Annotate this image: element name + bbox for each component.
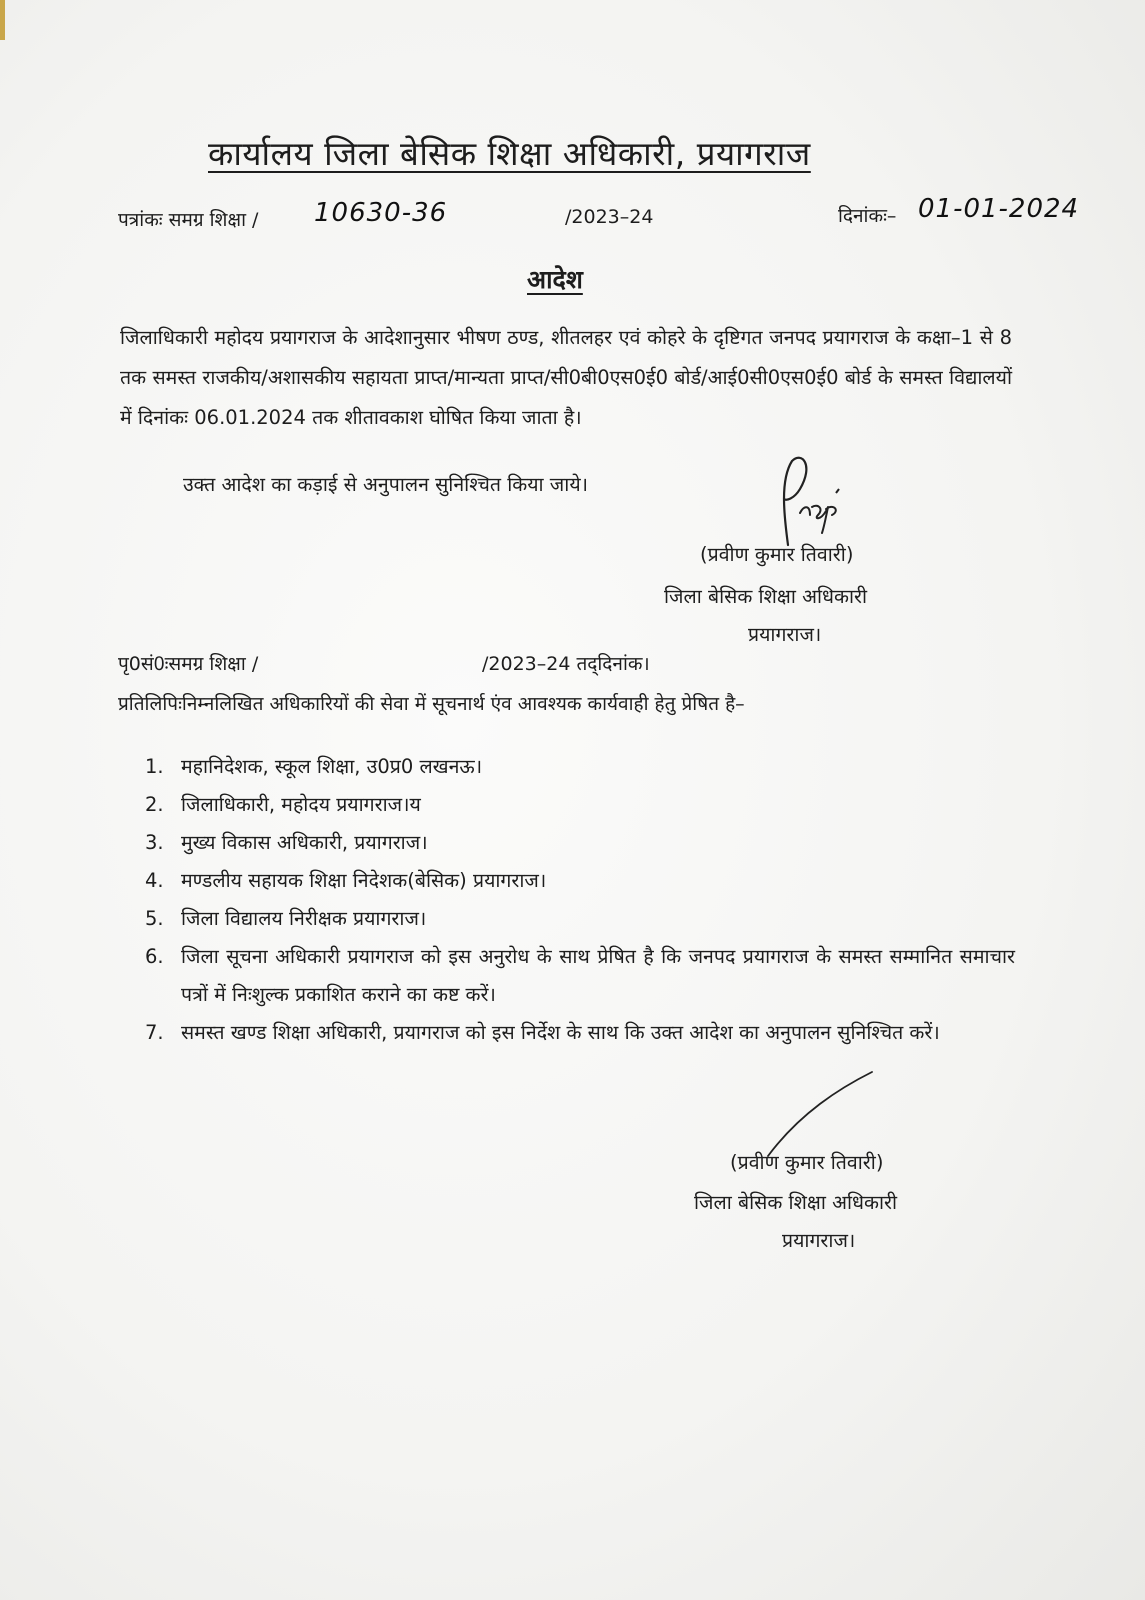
recipient-list bbox=[145, 748, 1015, 1052]
signature-1-text: Prap bbox=[776, 455, 779, 456]
list-item: 1. महानिदेशक, स्कूल शिक्षा, उ0प्र0 लखनऊ। bbox=[145, 755, 483, 778]
order-heading: आदेश bbox=[527, 265, 583, 294]
ref-label: पत्रांकः समग्र शिक्षा / bbox=[118, 209, 259, 231]
signature-1 bbox=[776, 455, 846, 550]
list-item: 6. जिला सूचना अधिकारी प्रयागराज को इस अनुरोध के साथ प्रेषित है कि जनपद प्रयागराज के समस्त सम्मानित समाचार पत्रों में निःशुल्क प्रकाशित कराने का कष्ट करें। bbox=[145, 945, 1015, 1006]
signatory-designation-1: जिला बेसिक शिक्षा अधिकारी bbox=[664, 585, 868, 608]
signatory-name-1: (प्रवीण कुमार तिवारी) bbox=[700, 543, 854, 566]
signatory-name-2: (प्रवीण कुमार तिवारी) bbox=[730, 1151, 884, 1174]
list-item: 4. मण्डलीय सहायक शिक्षा निदेशक(बेसिक) प्रयागराज। bbox=[145, 869, 547, 892]
compliance-line: उक्त आदेश का कड़ाई से अनुपालन सुनिश्चित किया जाये। bbox=[183, 473, 589, 496]
signatory-place-1: प्रयागराज। bbox=[748, 623, 822, 646]
signatory-designation-2: जिला बेसिक शिक्षा अधिकारी bbox=[694, 1191, 898, 1214]
edge-mark bbox=[0, 0, 5, 40]
list-item: 3. मुख्य विकास अधिकारी, प्रयागराज। bbox=[145, 831, 428, 854]
order-date: 01-01-2024 bbox=[918, 194, 1080, 224]
list-item: 5. जिला विद्यालय निरीक्षक प्रयागराज। bbox=[145, 907, 427, 930]
ref-year: /2023–24 bbox=[565, 206, 654, 228]
copy-ref-label: पृ0सं0ःसमग्र शिक्षा / bbox=[118, 653, 259, 675]
order-paragraph: जिलाधिकारी महोदय प्रयागराज के आदेशानुसार भीषण ठण्ड, शीतलहर एवं कोहरे के दृष्टिगत जनपद प्रयागराज के कक्षा–1 से 8 तक समस्त राजकीय/अशासकीय सहायता प्राप्त/मान्यता प्राप्त/सी0बी0एस0ई0 बोर्ड/आई0सी0एस0ई0 बोर्ड के समस्त विद्यालयों में दिनांकः 06.01.2024 तक शीतावकाश घोषित किया जाता है। bbox=[120, 326, 1012, 429]
office-title: कार्यालय जिला बेसिक शिक्षा अधिकारी, प्रयागराज bbox=[208, 134, 811, 173]
date-label: दिनांकः– bbox=[838, 205, 897, 227]
copy-ref-year: /2023–24 तद्‌दिनांक। bbox=[482, 653, 650, 675]
signatory-place-2: प्रयागराज। bbox=[782, 1229, 856, 1252]
list-item: 2. जिलाधिकारी, महोदय प्रयागराज।य bbox=[145, 793, 421, 816]
copy-intro: प्रतिलिपिःनिम्नलिखित अधिकारियों की सेवा में सूचनार्थ एंव आवश्यक कार्यवाही हेतु प्रेषित है– bbox=[118, 693, 745, 715]
list-item: 7. समस्त खण्ड शिक्षा अधिकारी, प्रयागराज को इस निर्देश के साथ कि उक्त आदेश का अनुपालन सुनिश्चित करें। bbox=[145, 1021, 940, 1044]
ref-number: 10630-36 bbox=[314, 198, 448, 228]
